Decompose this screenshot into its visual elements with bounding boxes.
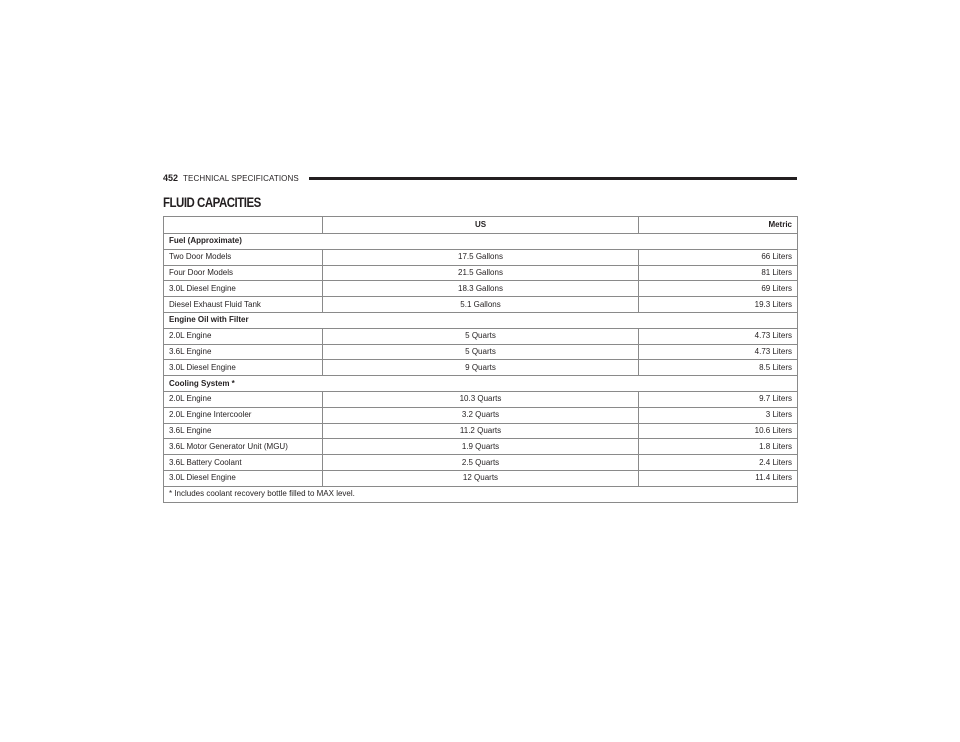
metric-value-cell: 4.73 Liters [639, 344, 798, 360]
us-value-cell: 5 Quarts [323, 328, 639, 344]
us-value-cell: 1.9 Quarts [323, 439, 639, 455]
page-number: 452 [163, 173, 179, 183]
table-row [164, 455, 798, 471]
footnote-row [164, 486, 798, 502]
table-row [164, 439, 798, 455]
item-cell: Two Door Models [164, 249, 323, 265]
us-value-cell: 3.2 Quarts [323, 407, 639, 423]
us-value-cell: 17.5 Gallons [323, 249, 639, 265]
us-value-cell: 2.5 Quarts [323, 455, 639, 471]
metric-value-cell: 2.4 Liters [639, 455, 798, 471]
category-row [164, 234, 798, 250]
table-row [164, 328, 798, 344]
table-row [164, 470, 798, 486]
item-cell: 3.6L Battery Coolant [164, 455, 323, 471]
section-title: TECHNICAL SPECIFICATIONS [183, 173, 299, 183]
category-label: Engine Oil with Filter [164, 312, 798, 328]
metric-value-cell: 69 Liters [639, 281, 798, 297]
us-value-cell: 21.5 Gallons [323, 265, 639, 281]
us-value-cell: 9 Quarts [323, 360, 639, 376]
us-value-cell: 12 Quarts [323, 470, 639, 486]
item-cell: 3.6L Engine [164, 344, 323, 360]
table-row [164, 249, 798, 265]
header-cell-metric: Metric [639, 217, 798, 234]
table-row [164, 281, 798, 297]
item-cell: 3.0L Diesel Engine [164, 360, 323, 376]
metric-value-cell: 66 Liters [639, 249, 798, 265]
item-cell: Diesel Exhaust Fluid Tank [164, 297, 323, 313]
item-cell: 3.6L Engine [164, 423, 323, 439]
item-cell: 3.6L Motor Generator Unit (MGU) [164, 439, 323, 455]
metric-value-cell: 19.3 Liters [639, 297, 798, 313]
metric-value-cell: 1.8 Liters [639, 439, 798, 455]
metric-value-cell: 9.7 Liters [639, 391, 798, 407]
metric-value-cell: 11.4 Liters [639, 470, 798, 486]
page-header [163, 171, 797, 185]
category-label: Fuel (Approximate) [164, 234, 798, 250]
page-title: FLUID CAPACITIES [163, 194, 261, 210]
table-row [164, 344, 798, 360]
us-value-cell: 18.3 Gallons [323, 281, 639, 297]
metric-value-cell: 81 Liters [639, 265, 798, 281]
header-cell-us: US [323, 217, 639, 234]
us-value-cell: 11.2 Quarts [323, 423, 639, 439]
table-row [164, 265, 798, 281]
item-cell: 2.0L Engine [164, 328, 323, 344]
metric-value-cell: 10.6 Liters [639, 423, 798, 439]
table-row [164, 407, 798, 423]
us-value-cell: 5.1 Gallons [323, 297, 639, 313]
item-cell: 2.0L Engine [164, 391, 323, 407]
metric-value-cell: 8.5 Liters [639, 360, 798, 376]
footnote: * Includes coolant recovery bottle filled to MAX level. [164, 486, 798, 502]
header-rule [309, 177, 797, 180]
category-row [164, 312, 798, 328]
us-value-cell: 10.3 Quarts [323, 391, 639, 407]
category-label: Cooling System * [164, 376, 798, 392]
header-cell-item [164, 217, 323, 234]
item-cell: 3.0L Diesel Engine [164, 470, 323, 486]
item-cell: 2.0L Engine Intercooler [164, 407, 323, 423]
metric-value-cell: 4.73 Liters [639, 328, 798, 344]
table-row [164, 391, 798, 407]
item-cell: Four Door Models [164, 265, 323, 281]
table-row [164, 297, 798, 313]
table-header-row [164, 217, 798, 234]
metric-value-cell: 3 Liters [639, 407, 798, 423]
item-cell: 3.0L Diesel Engine [164, 281, 323, 297]
fluid-capacities-table [163, 216, 798, 503]
table-row [164, 360, 798, 376]
table-body [164, 234, 798, 503]
category-row [164, 376, 798, 392]
table-row [164, 423, 798, 439]
us-value-cell: 5 Quarts [323, 344, 639, 360]
